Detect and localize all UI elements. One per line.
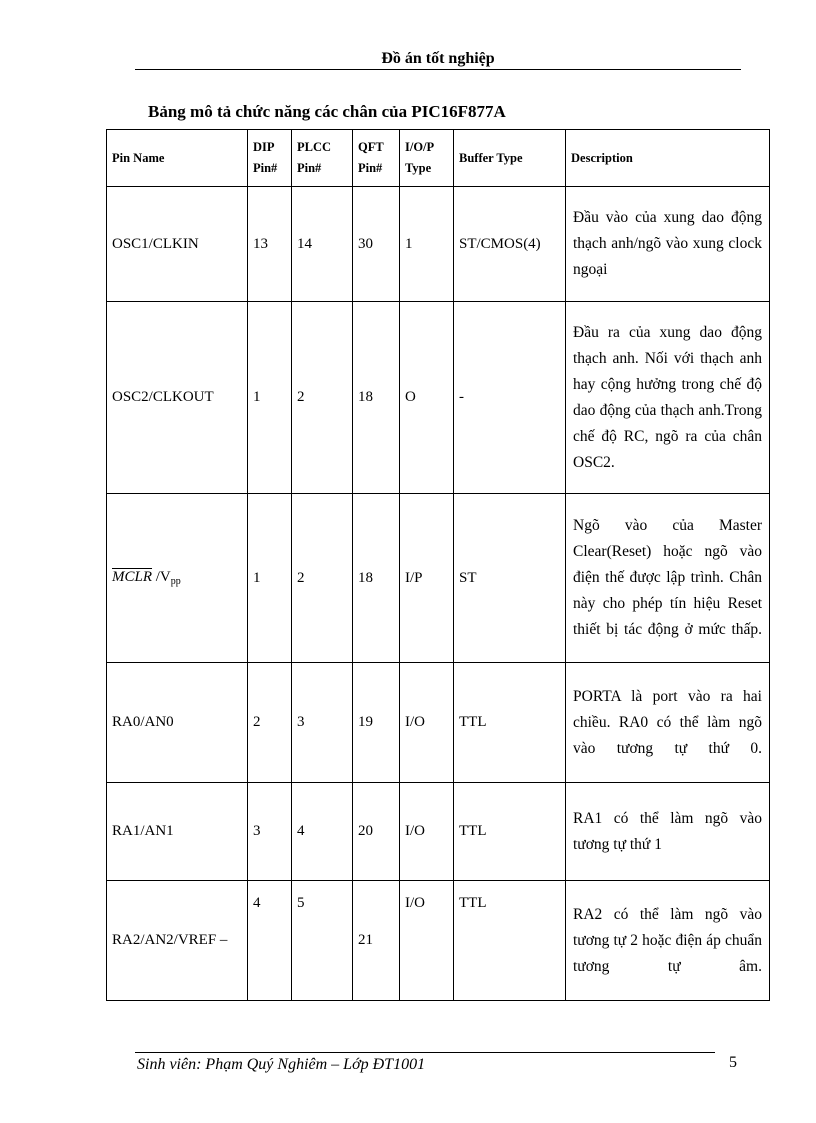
qft-cell: 21 <box>353 881 400 1001</box>
header-plcc-pin: PLCC Pin# <box>292 130 353 187</box>
qft-cell: 18 <box>353 302 400 494</box>
pin-function-table <box>106 129 770 1001</box>
io-type-cell: I/P <box>400 494 454 663</box>
header-buffer-type: Buffer Type <box>454 130 566 187</box>
io-type-cell: O <box>400 302 454 494</box>
table-row <box>107 663 770 783</box>
dip-cell: 4 <box>248 881 292 1001</box>
plcc-cell: 5 <box>292 881 353 1001</box>
table-row <box>107 187 770 302</box>
description-cell: PORTA là port vào ra hai chiều. RA0 có thể làm ngõ vào tương tự thứ 0. <box>566 663 770 783</box>
dip-cell: 1 <box>248 494 292 663</box>
table-row <box>107 783 770 881</box>
header-io-type: I/O/P Type <box>400 130 454 187</box>
table-row <box>107 302 770 494</box>
plcc-cell: 3 <box>292 663 353 783</box>
description-cell: RA1 có thể làm ngõ vào tương tự thứ 1 <box>566 783 770 881</box>
qft-cell: 19 <box>353 663 400 783</box>
description-cell: RA2 có thể làm ngõ vào tương tự 2 hoặc điện áp chuẩn tương tự âm. <box>566 881 770 1001</box>
document-header-title: Đồ án tốt nghiệp <box>381 50 495 67</box>
footer-divider <box>135 1052 715 1053</box>
dip-cell: 3 <box>248 783 292 881</box>
buffer-type-cell: ST/CMOS(4) <box>454 187 566 302</box>
footer-author-line: Sinh viên: Phạm Quý Nghiêm – Lớp ĐT1001 <box>137 1056 426 1073</box>
io-type-cell: I/O <box>400 881 454 1001</box>
qft-cell: 30 <box>353 187 400 302</box>
qft-cell: 18 <box>353 494 400 663</box>
plcc-cell: 4 <box>292 783 353 881</box>
buffer-type-cell: TTL <box>454 783 566 881</box>
header-divider <box>135 69 741 70</box>
pin-name-cell: RA1/AN1 <box>107 783 248 881</box>
dip-cell: 13 <box>248 187 292 302</box>
dip-cell: 2 <box>248 663 292 783</box>
description-cell: Đầu vào của xung dao động thạch anh/ngõ vào xung clock ngoại <box>566 187 770 302</box>
io-type-cell: I/O <box>400 783 454 881</box>
buffer-type-cell: - <box>454 302 566 494</box>
table-row <box>107 881 770 1001</box>
io-type-cell: 1 <box>400 187 454 302</box>
table-caption: Bảng mô tả chức năng các chân của PIC16F877A <box>148 102 506 121</box>
header-pin-name: Pin Name <box>107 130 248 187</box>
header-dip-pin: DIP Pin# <box>248 130 292 187</box>
plcc-cell: 2 <box>292 494 353 663</box>
pin-name-cell: MCLR $/V_{pp}$ <box>107 494 248 663</box>
plcc-cell: 2 <box>292 302 353 494</box>
description-cell: Đầu ra của xung dao động thạch anh. Nối với thạch anh hay cộng hưởng trong chế độ dao động của thạch anh.Trong chế độ RC, ngõ ra của chân OSC2. <box>566 302 770 494</box>
io-type-cell: I/O <box>400 663 454 783</box>
header-qft-pin: QFT Pin# <box>353 130 400 187</box>
qft-cell: 20 <box>353 783 400 881</box>
description-cell: Ngõ vào của Master Clear(Reset) hoặc ngõ vào điện thế được lập trình. Chân này cho phép tín hiệu Reset thiết bị tác động ở mức thấp. <box>566 494 770 663</box>
header-description: Description <box>566 130 770 187</box>
pin-name-cell: OSC2/CLKOUT <box>107 302 248 494</box>
pin-name-cell: RA2/AN2/VREF – <box>107 881 248 1001</box>
table-row <box>107 494 770 663</box>
buffer-type-cell: TTL <box>454 663 566 783</box>
page-number: 5 <box>729 1054 737 1071</box>
pin-name-cell: OSC1/CLKIN <box>107 187 248 302</box>
pin-name-cell: RA0/AN0 <box>107 663 248 783</box>
mclr-overline-label: MCLR <box>112 569 153 585</box>
table-header-row <box>107 130 770 187</box>
buffer-type-cell: ST <box>454 494 566 663</box>
plcc-cell: 14 <box>292 187 353 302</box>
dip-cell: 1 <box>248 302 292 494</box>
buffer-type-cell: TTL <box>454 881 566 1001</box>
